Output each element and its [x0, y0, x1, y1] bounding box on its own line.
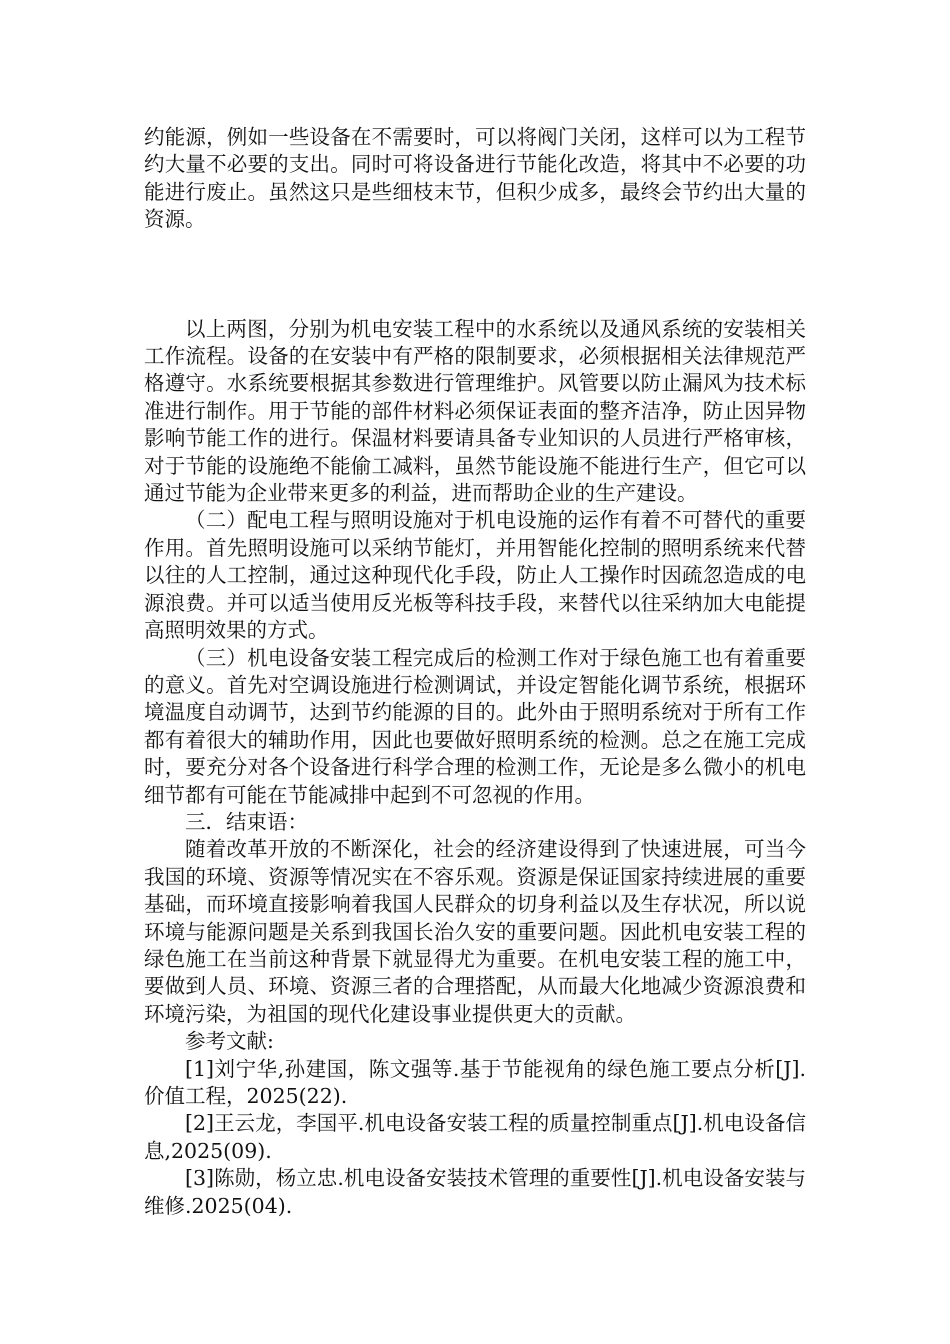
- document-page: [144, 124, 806, 1220]
- paragraph-power-lighting: （二）配电工程与照明设施对于机电设施的运作有着不可替代的重要作用。首先照明设施可以采纳节能灯，并用智能化控制的照明系统来代替以往的人工控制，通过这种现代化手段，防止人工操作时因疏忽造成的电源浪费。并可以适当使用反光板等科技手段，来替代以往采纳加大电能提高照明效果的方式。: [144, 508, 806, 643]
- paragraph-energy-saving: 约能源，例如一些设备在不需要时，可以将阀门关闭，这样可以为工程节约大量不必要的支出。同时可将设备进行节能化改造，将其中不必要的功能进行废止。虽然这只是些细枝末节，但积少成多，最终会节约出大量的资源。: [144, 125, 806, 232]
- paragraph-inspection: （三）机电设备安装工程完成后的检测工作对于绿色施工也有着重要的意义。首先对空调设施进行检测调试，并设定智能化调节系统，根据环境温度自动调节，达到节约能源的目的。此外由于照明系统对于所有工作都有着很大的辅助作用，因此也要做好照明系统的检测。总之在施工完成时，要充分对各个设备进行科学合理的检测工作，无论是多么微小的机电细节都有可能在节能减排中起到不可忽视的作用。: [144, 645, 806, 807]
- figure-gap: [144, 234, 806, 316]
- paragraph-conclusion: 随着改革开放的不断深化，社会的经济建设得到了快速进展，可当今我国的环境、资源等情况实在不容乐观。资源是保证国家持续进展的重要基础，而环境直接影响着我国人民群众的切身利益以及生存状况，所以说环境与能源问题是关系到我国长治久安的重要问题。因此机电安装工程的绿色施工在当前这种背景下就显得尤为重要。在机电安装工程的施工中，要做到人员、环境、资源三者的合理搭配，从而最大化地减少资源浪费和环境污染，为祖国的现代化建设事业提供更大的贡献。: [144, 837, 806, 1026]
- reference-item-1: [1]刘宁华,孙建国，陈文强等.基于节能视角的绿色施工要点分析[J].价值工程，2025(22).: [144, 1056, 806, 1108]
- reference-item-2: [2]王云龙，李国平.机电设备安装工程的质量控制重点[J].机电设备信息,2025(09).: [144, 1111, 806, 1163]
- references-heading: 参考文献:: [185, 1029, 274, 1054]
- paragraph-installation-workflow: 以上两图，分别为机电安装工程中的水系统以及通风系统的安装相关工作流程。设备的在安装中有严格的限制要求，必须根据相关法律规范严格遵守。水系统要根据其参数进行管理维护。风管要以防止漏风为技术标准进行制作。用于节能的部件材料必须保证表面的整齐洁净，防止因异物影响节能工作的进行。保温材料要请具备专业知识的人员进行严格审核，对于节能的设施绝不能偷工减料，虽然节能设施不能进行生产，但它可以通过节能为企业带来更多的利益，进而帮助企业的生产建设。: [144, 316, 806, 506]
- reference-item-3: [3]陈勋，杨立忠.机电设备安装技术管理的重要性[J].机电设备安装与维修.2025(04).: [144, 1166, 806, 1218]
- section-heading-conclusion: 三．结束语：: [185, 809, 308, 834]
